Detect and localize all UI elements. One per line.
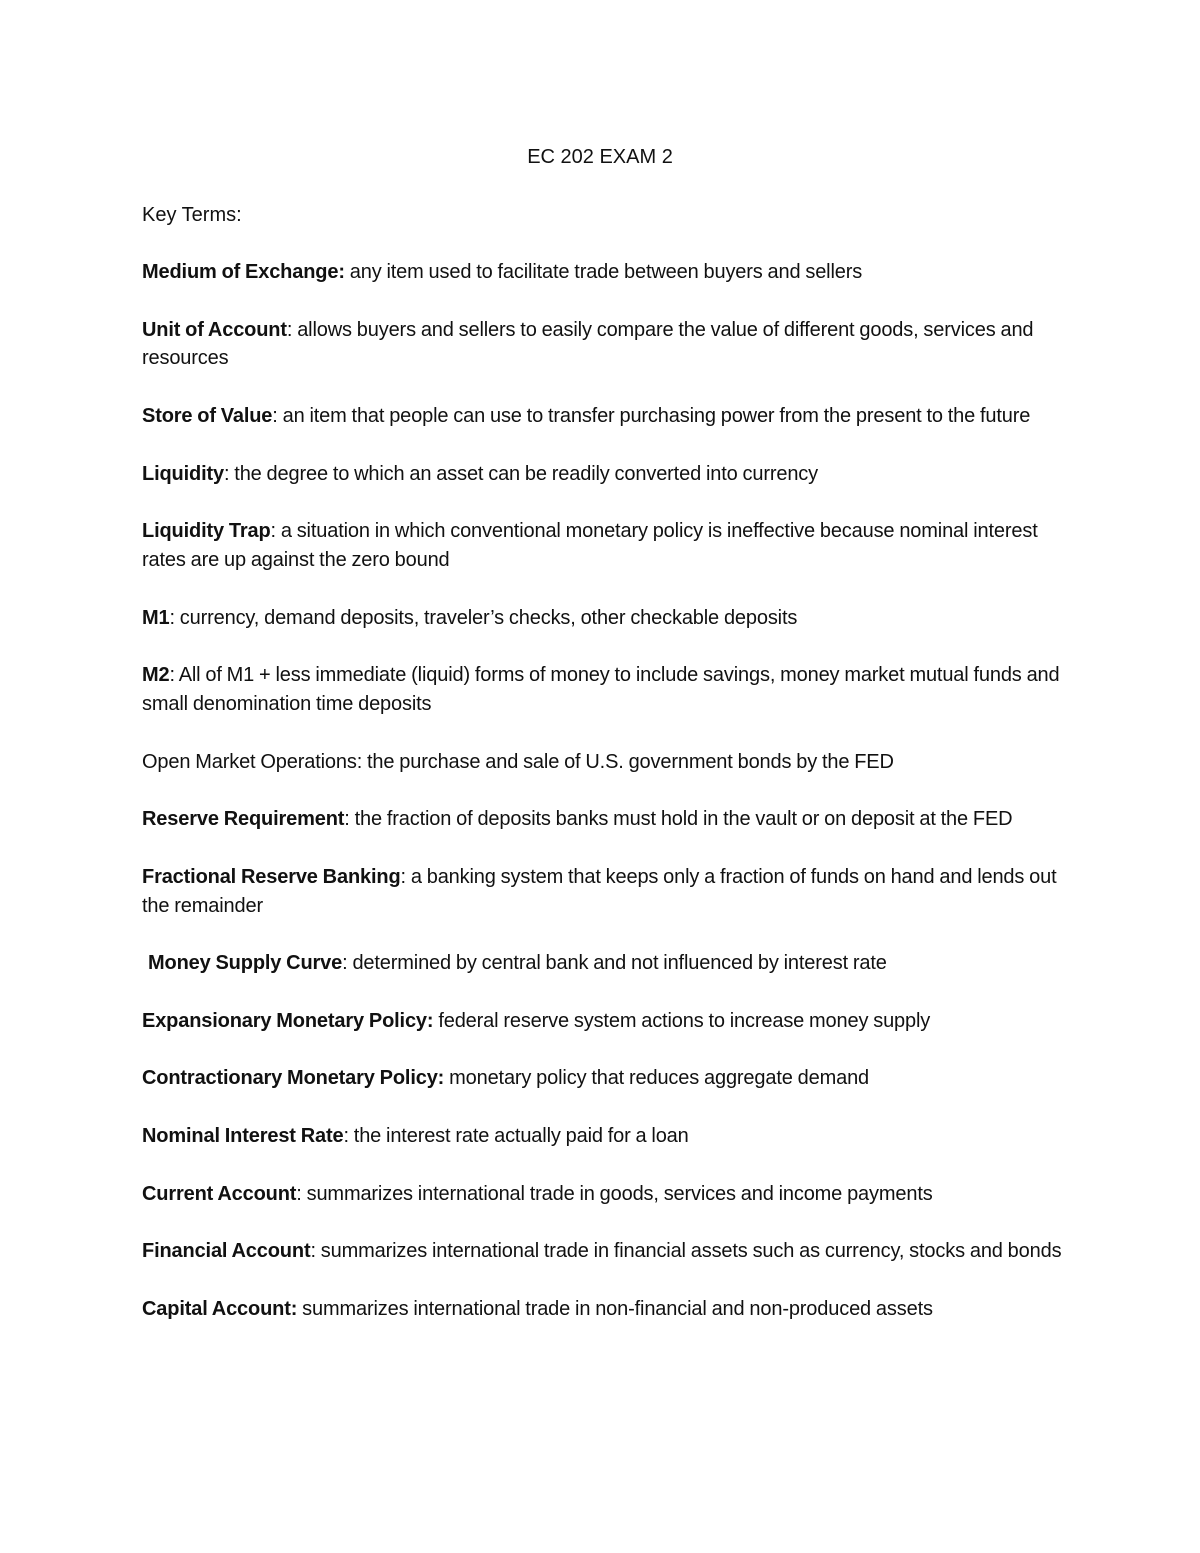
term-definition: : determined by central bank and not influenced by interest rate	[342, 952, 887, 975]
term-financial-account	[142, 1237, 1072, 1266]
term-m1	[142, 604, 1072, 633]
term-definition: : the degree to which an asset can be readily converted into currency	[223, 462, 818, 485]
term-definition: : currency, demand deposits, traveler’s checks, other checkable deposits	[169, 606, 798, 629]
term-contractionary-monetary-policy	[142, 1064, 1072, 1093]
term-definition: : the purchase and sale of U.S. government bonds by the FED	[356, 750, 894, 773]
term-name: Liquidity Trap	[142, 520, 271, 543]
term-definition: : an item that people can use to transfer purchasing power from the present to the future	[272, 404, 1031, 427]
term-definition: : summarizes international trade in goods, services and income payments	[296, 1182, 933, 1205]
term-liquidity	[142, 460, 1072, 489]
term-definition: : the fraction of deposits banks must hold in the vault or on deposit at the FED	[344, 808, 1013, 831]
term-name: Open Market Operations	[142, 750, 357, 773]
term-m2	[142, 661, 1072, 719]
term-definition: : allows buyers and sellers to easily compare the value of different goods, services and resources	[142, 318, 1034, 370]
term-name: Contractionary Monetary Policy:	[142, 1067, 445, 1090]
term-definition: federal reserve system actions to increase money supply	[433, 1009, 931, 1032]
term-fractional-reserve-banking	[142, 863, 1072, 921]
term-name: Medium of Exchange:	[142, 261, 345, 283]
term-name: Liquidity	[142, 462, 224, 485]
term-definition: monetary policy that reduces aggregate demand	[444, 1067, 870, 1090]
term-definition: : the interest rate actually paid for a loan	[343, 1124, 689, 1147]
term-nominal-interest-rate	[142, 1122, 1072, 1151]
term-name: Money Supply Curve	[148, 952, 343, 975]
document-title: EC 202 EXAM 2	[527, 146, 673, 168]
term-medium-of-exchange	[142, 258, 1072, 287]
section-label-key-terms: Key Terms:	[142, 204, 242, 226]
term-expansionary-monetary-policy	[142, 1007, 1072, 1036]
term-name: Store of Value	[142, 404, 273, 427]
term-current-account	[142, 1180, 1072, 1209]
term-definition: : a situation in which conventional monetary policy is ineffective because nominal interest rates are up against the zero bound	[142, 520, 1038, 571]
term-liquidity-trap	[142, 517, 1072, 575]
term-money-supply-curve	[142, 949, 1072, 978]
term-name: Expansionary Monetary Policy:	[142, 1009, 434, 1032]
term-name: Unit of Account	[142, 318, 287, 341]
term-open-market-operations	[142, 748, 1072, 777]
term-name: Fractional Reserve Banking	[142, 865, 401, 888]
term-name: M2	[142, 664, 170, 687]
term-name: Capital Account:	[142, 1297, 298, 1320]
term-definition: summarizes international trade in non-financial and non-produced assets	[297, 1297, 933, 1320]
term-definition: any item used to facilitate trade between buyers and sellers	[344, 261, 863, 283]
key-terms-list	[142, 258, 1072, 1352]
term-name: Nominal Interest Rate	[142, 1124, 344, 1147]
term-name: Reserve Requirement	[142, 808, 345, 831]
term-definition: : summarizes international trade in financial assets such as currency, stocks and bonds	[310, 1240, 1062, 1263]
term-name: Current Account	[142, 1182, 297, 1205]
term-unit-of-account	[142, 316, 1072, 374]
term-definition: : All of M1 + less immediate (liquid) forms of money to include savings, money market mutual funds and small denomination time deposits	[142, 664, 1060, 715]
term-name: Financial Account	[142, 1240, 311, 1263]
term-capital-account	[142, 1295, 1072, 1324]
term-definition: : a banking system that keeps only a fraction of funds on hand and lends out the remainder	[142, 865, 1057, 917]
term-name: M1	[142, 606, 170, 629]
term-store-of-value	[142, 402, 1072, 431]
term-reserve-requirement	[142, 805, 1072, 834]
